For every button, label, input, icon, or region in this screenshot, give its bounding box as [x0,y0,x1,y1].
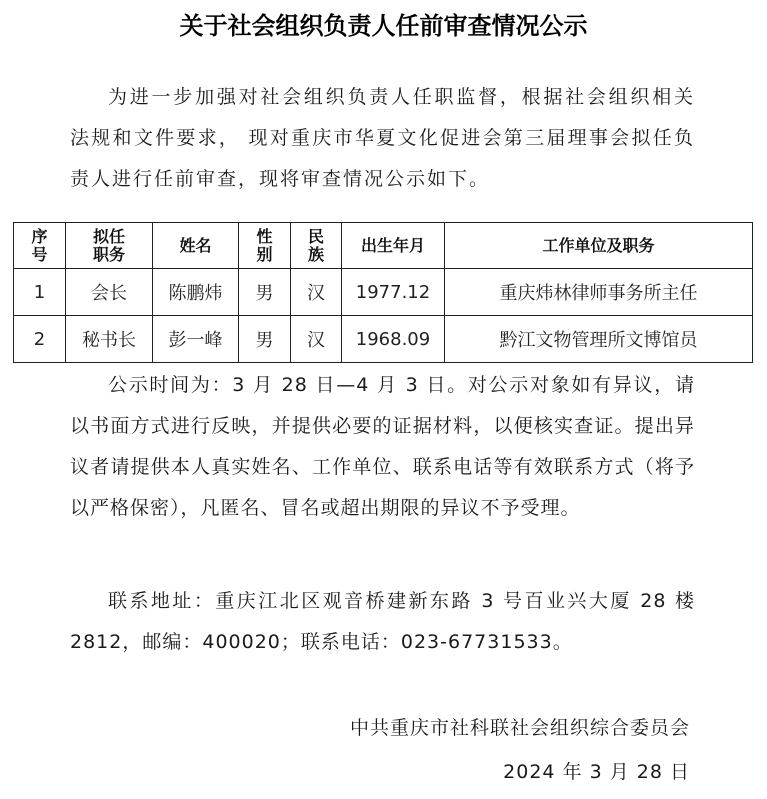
table-header-row [14,223,753,269]
notice-title: 关于社会组织负责人任前审查情况公示 [179,12,588,40]
cell-birth: 1968.09 [342,316,445,363]
header-birth: 出生年月 [342,223,445,269]
table-row [14,269,753,316]
contact-paragraph: 联系地址：重庆江北区观音桥建新东路 3 号百业兴大厦 28 楼 2812，邮编：400020；联系电话：023-67731533。 [70,590,695,653]
header-workplace: 工作单位及职务 [445,223,753,269]
table-row [14,316,753,363]
cell-ethnicity: 汉 [291,269,342,316]
cell-gender: 男 [239,269,291,316]
header-seq-label: 序号 [31,226,48,264]
header-name: 姓名 [153,223,239,269]
signature-date: 2024 年 3 月 28 日 [503,761,690,783]
header-position-label: 拟任职务 [92,226,125,264]
cell-birth: 1977.12 [342,269,445,316]
intro-paragraph: 为进一步加强对社会组织负责人任职监督，根据社会组织相关法规和文件要求， 现对重庆市华夏文化促进会第三届理事会拟任负责人进行任前审查，现将审查情况公示如下。 [70,86,695,190]
header-gender-label: 性别 [256,226,273,264]
header-seq [14,223,66,269]
header-position [66,223,153,269]
notice-paragraph: 公示时间为：3 月 28 日—4 月 3 日。对公示对象如有异议，请以书面方式进行反映，并提供必要的证据材料，以便核实查证。提出异议者请提供本人真实姓名、工作单位、联系电话等有效联系方式（将予以严格保密），凡匿名、冒名或超出期限的异议不予受理。 [70,374,695,519]
cell-name: 陈鹏炜 [153,269,239,316]
cell-seq: 1 [14,269,66,316]
cell-name: 彭一峰 [153,316,239,363]
cell-workplace: 重庆炜林律师事务所主任 [445,269,753,316]
cell-workplace: 黔江文物管理所文博馆员 [445,316,753,363]
cell-position: 秘书长 [66,316,153,363]
cell-ethnicity: 汉 [291,316,342,363]
cell-gender: 男 [239,316,291,363]
header-ethnicity [291,223,342,269]
signature-organization: 中共重庆市社科联社会组织综合委员会 [349,717,690,739]
header-ethnicity-label: 民族 [307,226,324,264]
cell-seq: 2 [14,316,66,363]
header-gender [239,223,291,269]
cell-position: 会长 [66,269,153,316]
candidates-table [13,222,753,363]
